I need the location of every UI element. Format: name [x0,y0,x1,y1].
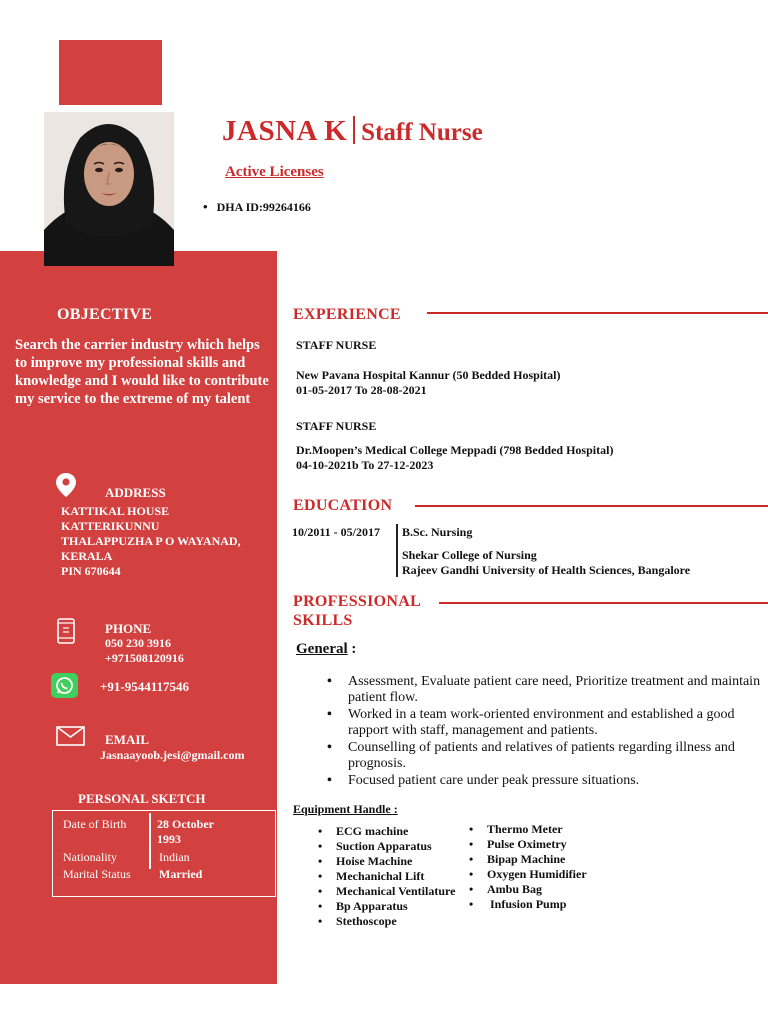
name-title-line [222,115,483,148]
equipment-heading: Equipment Handle : [293,802,398,816]
profile-photo [44,112,174,266]
dob-value-year: 1993 [157,832,181,846]
skills-rule [439,602,768,604]
whatsapp-icon [51,673,78,698]
list-item: • Infusion Pump [469,897,587,912]
education-rule [415,505,768,507]
list-item: • Suction Apparatus [318,839,455,854]
experience-dates: 04-10-2021b To 27-12-2023 [296,458,434,472]
list-item: • Worked in a team work-oriented environment and established a good rapport with staff, management and patients. [327,707,767,739]
dob-label: Date of Birth [63,817,127,831]
experience-heading: EXPERIENCE [293,306,401,323]
email-address[interactable]: Jasnaayoob.jesi@gmail.com [100,748,245,762]
list-item: • ECG machine [318,824,455,839]
list-item: • Counselling of patients and relatives of patients regarding illness and prognosis. [327,740,767,772]
address-heading: ADDRESS [105,485,166,500]
marital-status-value: Married [159,867,203,881]
education-dates: 10/2011 - 05/2017 [292,525,381,539]
general-colon: : [347,641,357,657]
dob-value-day: 28 October [157,817,214,831]
candidate-name: JASNA K [222,115,348,147]
list-item: • Bp Apparatus [318,899,455,914]
experience-role: STAFF NURSE [296,338,377,352]
mail-icon [56,726,85,746]
skills-heading-line-2: SKILLS [293,612,353,629]
phone-number[interactable]: 050 230 3916 [105,636,171,650]
nationality-value: Indian [159,850,190,864]
nationality-label: Nationality [63,850,117,864]
whatsapp-number[interactable]: +91-9544117546 [100,679,190,694]
list-item: • Focused patient care under peak pressure situations. [327,773,767,789]
phone-numbers [105,636,184,666]
experience-rule [427,312,768,314]
general-heading [296,641,356,658]
address-line: THALAPPUZHA P O WAYANAD, [61,534,241,548]
list-item: • Pulse Oximetry [469,837,587,852]
skills-heading: PROFESSIONAL [293,593,422,610]
education-heading: EDUCATION [293,497,393,514]
address-line: KATTERIKUNNU [61,519,160,533]
experience-role: STAFF NURSE [296,419,377,433]
equipment-list-right [469,822,587,912]
license-item: • DHA ID:99264166 [203,199,311,215]
list-item: • Thermo Meter [469,822,587,837]
education-college: Shekar College of Nursing [402,548,537,562]
education-degree: B.Sc. Nursing [402,525,473,539]
list-item: • Oxygen Humidifier [469,867,587,882]
address-line: KATTIKAL HOUSE [61,504,170,518]
email-heading: EMAIL [105,732,150,747]
experience-place: New Pavana Hospital Kannur (50 Bedded Hospital) [296,368,561,382]
list-item: • Stethoscope [318,914,455,929]
phone-heading: PHONE [105,621,152,636]
personal-sketch-heading: PERSONAL SKETCH [78,791,206,806]
address-line: KERALA [61,549,113,563]
list-item: • Bipap Machine [469,852,587,867]
personal-sketch-divider [149,813,151,869]
location-pin-icon [55,472,77,498]
objective-heading: OBJECTIVE [57,306,153,323]
licenses-heading: Active Licenses [225,164,324,180]
education-university: Rajeev Gandhi University of Health Sciences, Bangalore [402,563,691,577]
education-divider [396,524,398,577]
experience-dates: 01-05-2017 To 28-08-2021 [296,383,427,397]
equipment-list-left [318,824,455,929]
objective-text: Search the carrier industry which helps to improve my professional skills and knowledge and I would like to contribute my service to the extreme of my talent [15,337,269,407]
phone-icon [56,618,76,644]
address-block [61,504,241,579]
name-divider [353,116,355,144]
header-accent-block [59,40,162,105]
job-title: Staff Nurse [361,119,483,146]
phone-number[interactable]: +971508120916 [105,651,184,665]
experience-place: Dr.Moopen’s Medical College Meppadi (798 Bedded Hospital) [296,443,614,457]
address-line: PIN 670644 [61,564,121,578]
marital-status-label: Marital Status [63,867,131,881]
general-label: General [296,641,348,657]
list-item: • Ambu Bag [469,882,587,897]
list-item: • Mechanichal Lift [318,869,455,884]
list-item: • Hoise Machine [318,854,455,869]
list-item: • Assessment, Evaluate patient care need, Prioritize treatment and maintain patient flow. [327,674,767,706]
list-item: • Mechanical Ventilature [318,884,455,899]
general-skills-list [327,674,767,790]
